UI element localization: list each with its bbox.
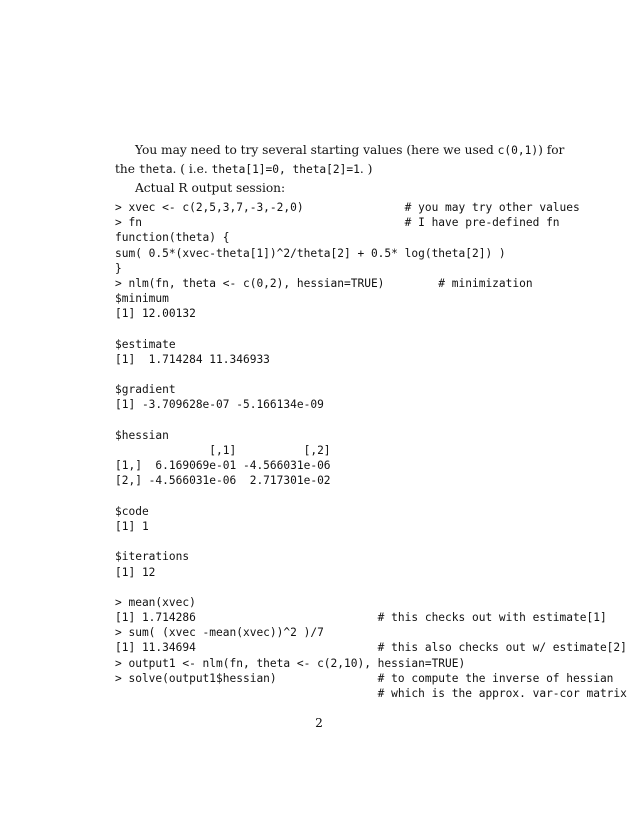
code-line: > output1 <- nlm(fn, theta <- c(2,10), hessian=TRUE) [115,656,466,670]
code-line: [1] -3.709628e-07 -5.166134e-09 [115,398,324,412]
code-line: [1] 1 [115,519,149,533]
page-number: 2 [315,716,323,730]
code-line: $minimum [115,292,169,306]
intro-text: ) for [538,143,565,157]
intro-line-3: Actual R output session: [135,181,286,195]
code-line: } [115,261,122,275]
code-line: function(theta) { [115,231,230,245]
intro-text: . ) [359,162,373,176]
intro-line-2 [115,160,535,179]
intro-text: . ( i.e. [172,162,212,176]
code-line: [,1] [,2] [115,444,331,457]
code-line: [1] 12.00132 [115,307,196,321]
code-line: [1] 11.34694 # this also checks out w/ estimate[2] [115,641,627,655]
code-line [115,489,635,504]
code-line: $hessian [115,428,169,442]
code-line: $gradient [115,383,176,397]
code-line: > solve(output1$hessian) # to compute the inverse of hessian [115,671,614,685]
intro-line-1 [115,141,565,160]
code-line: > nlm(fn, theta <- c(0,2), hessian=TRUE) # minimization [115,276,533,290]
code-line: $code [115,504,149,518]
inline-code: theta[1]=0, theta[2]=1 [211,163,360,176]
inline-code: c(0,1) [497,144,539,157]
intro-text: You may need to try several starting values (here we used [135,143,498,157]
code-line: # which is the approx. var-cor matrix [115,687,627,700]
code-line: $iterations [115,550,190,564]
code-line [115,580,635,595]
intro-paragraph [115,141,565,198]
code-line [115,322,635,337]
code-line [115,413,635,428]
code-line [115,534,635,549]
code-line: > sum( (xvec -mean(xvec))^2 )/7 [115,626,324,640]
code-line: sum( 0.5*(xvec-theta[1])^2/theta[2] + 0.5* log(theta[2]) ) [115,246,506,260]
code-line [115,367,635,382]
r-output-session [115,200,635,701]
code-line: [1] 12 [115,565,156,579]
inline-code: theta [138,163,173,176]
code-line: [2,] -4.566031e-06 2.717301e-02 [115,474,331,488]
code-line: [1] 1.714284 11.346933 [115,352,270,366]
code-line: [1,] 6.169069e-01 -4.566031e-06 [115,459,331,473]
code-line: $estimate [115,337,176,351]
code-line: > fn # I have pre-defined fn [115,216,560,230]
code-line: > mean(xvec) [115,595,196,609]
code-line: > xvec <- c(2,5,3,7,-3,-2,0) # you may try other values [115,201,580,214]
intro-text: the [115,162,139,176]
code-line: [1] 1.714286 # this checks out with estimate[1] [115,611,607,625]
